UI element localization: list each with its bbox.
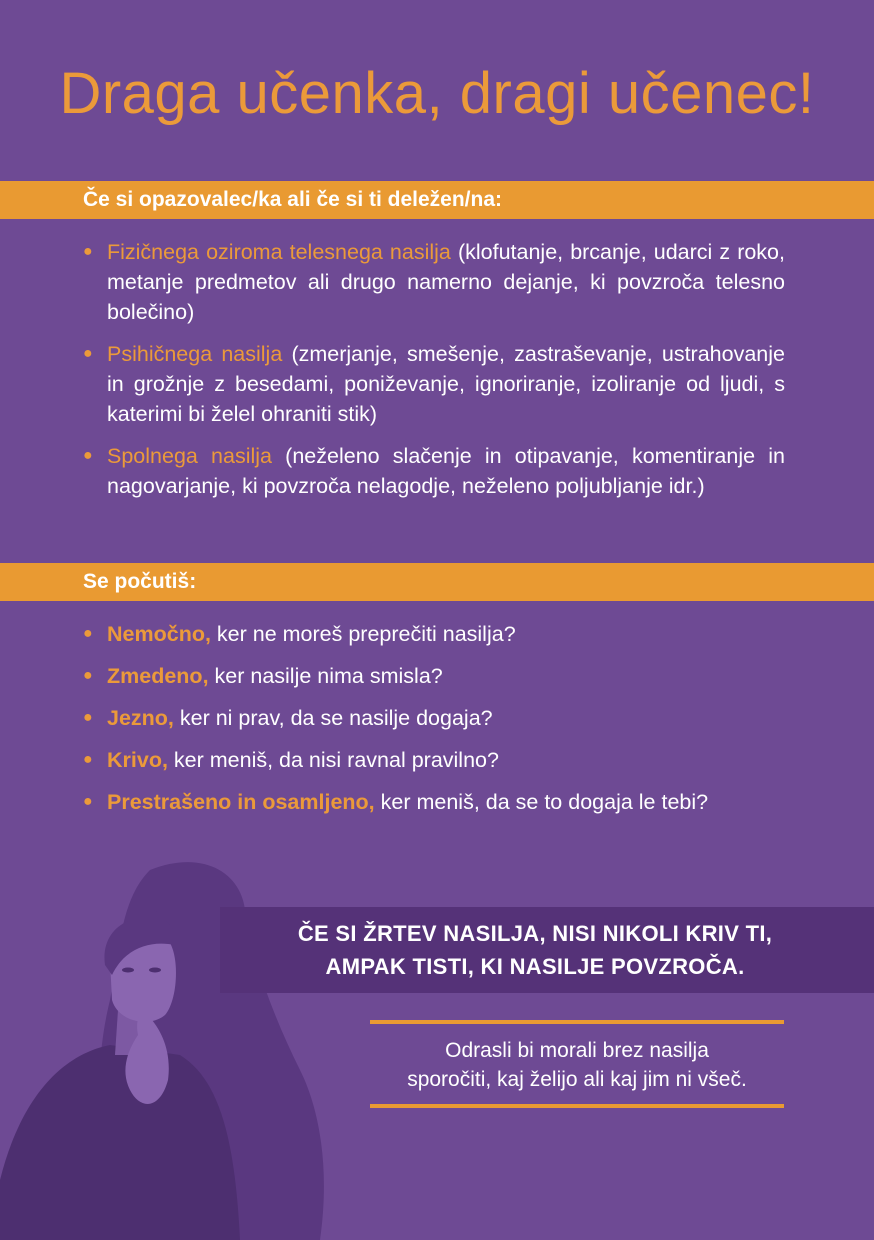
item-highlight: Fizičnega oziroma telesnega nasilja: [107, 240, 451, 264]
item-highlight: Prestrašeno in osamljeno,: [107, 790, 375, 814]
item-highlight: Zmedeno,: [107, 664, 209, 688]
section-heading: Se počutiš:: [83, 570, 197, 593]
item-text: (neželeno slačenje in otipavanje, komentiranje in nagovarjanje, ki povzroča nelagodje, neželeno poljubljanje idr.): [107, 444, 785, 498]
list-item: [83, 661, 785, 691]
list-item: [83, 703, 785, 733]
list-item: [83, 339, 785, 429]
section-heading-bar: [0, 563, 874, 601]
item-text: ker ni prav, da se nasilje dogaja?: [173, 706, 493, 730]
list-item: [83, 619, 785, 649]
note-line-2: sporočiti, kaj želijo ali kaj jim ni všeč.: [407, 1068, 747, 1091]
item-text: (klofutanje, brcanje, udarci z roko, metanje predmetov ali drugo namerno dejanje, ki povzroča telesno bolečino): [107, 240, 785, 324]
page-title: Draga učenka, dragi učenec!: [59, 61, 815, 126]
divider: [370, 1104, 784, 1108]
item-text: (zmerjanje, smešenje, zastraševanje, ustrahovanje in grožnje z besedami, poniževanje, ignoriranje, izoliranje od ljudi, s katerimi bi želel ohraniti stik): [107, 342, 785, 426]
violence-types-list: [83, 237, 785, 513]
item-highlight: Psihičnega nasilja: [107, 342, 283, 366]
item-highlight: Krivo,: [107, 748, 168, 772]
list-item: [83, 787, 785, 817]
list-item: [83, 237, 785, 327]
section-heading: Če si opazovalec/ka ali če si ti deležen/na:: [83, 188, 503, 211]
list-item: [83, 745, 785, 775]
feelings-list: [83, 619, 785, 829]
item-text: ker meniš, da se to dogaja le tebi?: [374, 790, 709, 814]
banner-line-2: AMPAK TISTI, KI NASILJE POVZROČA.: [325, 954, 745, 979]
divider: [370, 1020, 784, 1024]
warning-banner: [220, 907, 874, 993]
list-item: [83, 441, 785, 501]
item-text: ker ne moreš preprečiti nasilja?: [210, 622, 516, 646]
item-text: ker nasilje nima smisla?: [208, 664, 443, 688]
item-highlight: Nemočno,: [107, 622, 211, 646]
note-line-1: Odrasli bi morali brez nasilja: [445, 1039, 709, 1062]
item-highlight: Jezno,: [107, 706, 174, 730]
banner-line-1: ČE SI ŽRTEV NASILJA, NISI NIKOLI KRIV TI,: [297, 921, 773, 946]
item-highlight: Spolnega nasilja: [107, 444, 272, 468]
item-text: ker meniš, da nisi ravnal pravilno?: [167, 748, 499, 772]
note-text: [370, 1036, 784, 1094]
section-heading-bar: [0, 181, 874, 219]
